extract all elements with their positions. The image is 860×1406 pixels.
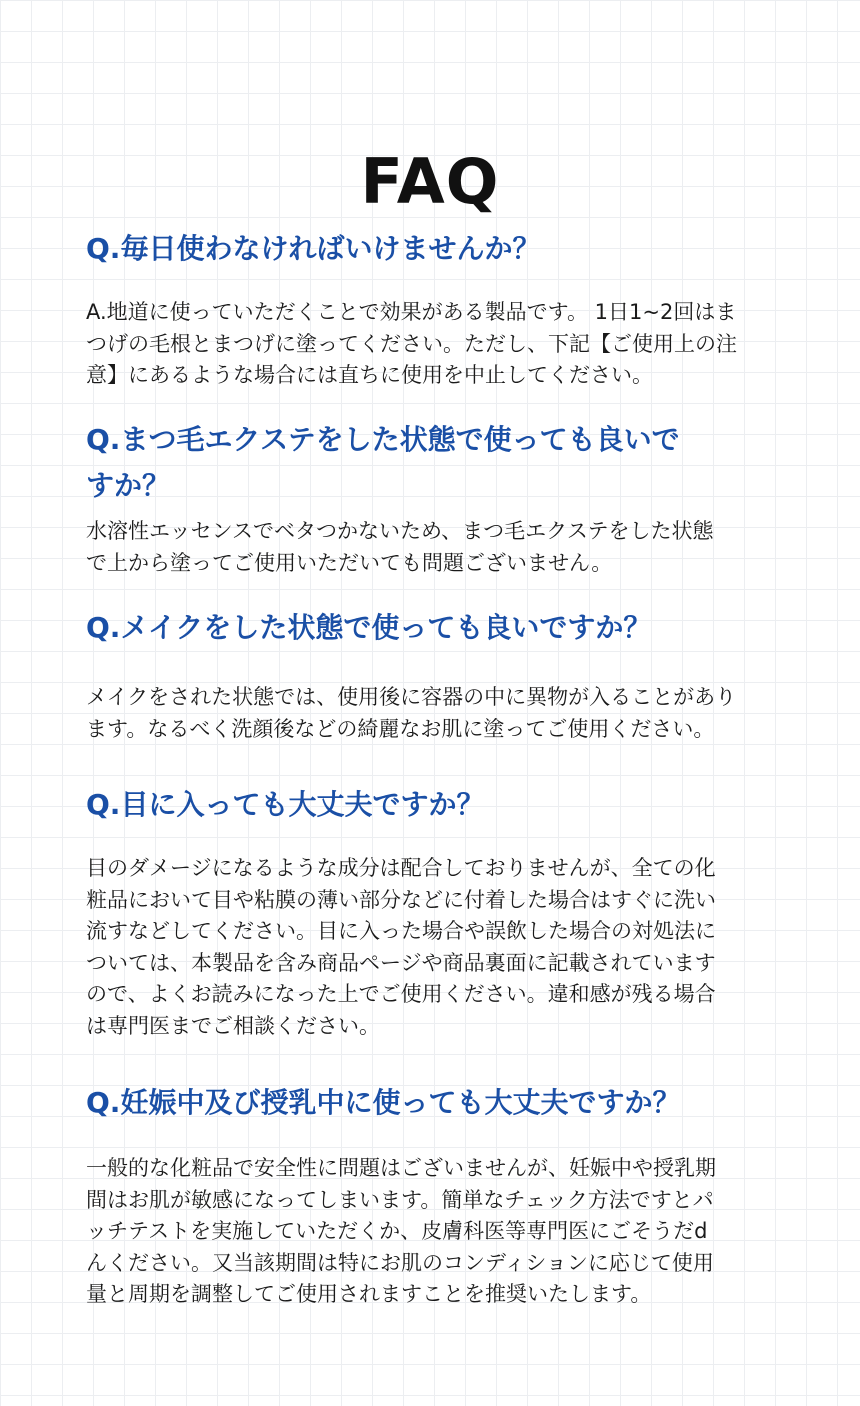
faq-question-1: Q.毎日使わなければいけませんか？ <box>86 232 541 265</box>
faq-answer-2: 水溶性エッセンスでベタつかないため、まつ毛エクステをした状態 で上から塗ってご使用いただいても問題ございません。 <box>86 519 714 575</box>
faq-answer-4: 目のダメージになるような成分は配合しておりませんが、全ての化 粧品において目や粘膜の薄い部分などに付着した場合はすぐに洗い 流すなどしてください。目に入った場合や誤飲した場合の対処法に ついては、本製品を含み商品ページや商品裏面に記載されています ので、よくお読みになった上でご使用ください。違和感が残る場合 は専門医までご相談ください。 <box>86 856 716 1038</box>
faq-answer-3: メイクをされた状態では、使用後に容器の中に異物が入ることがあり ます。なるべく洗顔後などの綺麗なお肌に塗ってご使用ください。 <box>86 685 737 741</box>
faq-question-2: Q.まつ毛エクステをした状態で使っても良いで すか？ <box>86 423 680 502</box>
faq-question-3: Q.メイクをした状態で使っても良いですか？ <box>86 611 652 644</box>
faq-question-4: Q.目に入っても大丈夫ですか？ <box>86 788 485 821</box>
page-title: FAQ <box>360 144 500 218</box>
faq-question-5: Q.妊娠中及び授乳中に使っても大丈夫ですか？ <box>86 1086 681 1119</box>
faq-answer-5: 一般的な化粧品で安全性に問題はございませんが、妊娠中や授乳期 間はお肌が敏感になってしまいます。簡単なチェック方法ですとパ ッチテストを実施していただくか、皮膚科医等専門医にごそうだd んください。又当該期間は特にお肌のコンディションに応じて使用 量と周期を調整してご使用されますことを推奨いたします。 <box>86 1156 716 1306</box>
faq-answer-1: A.地道に使っていただくことで効果がある製品です。 1日1~2回はま つげの毛根とまつげに塗ってください。ただし、下記【ご使用上の注 意】にあるような場合には直ちに使用を中止してください。 <box>86 300 737 387</box>
